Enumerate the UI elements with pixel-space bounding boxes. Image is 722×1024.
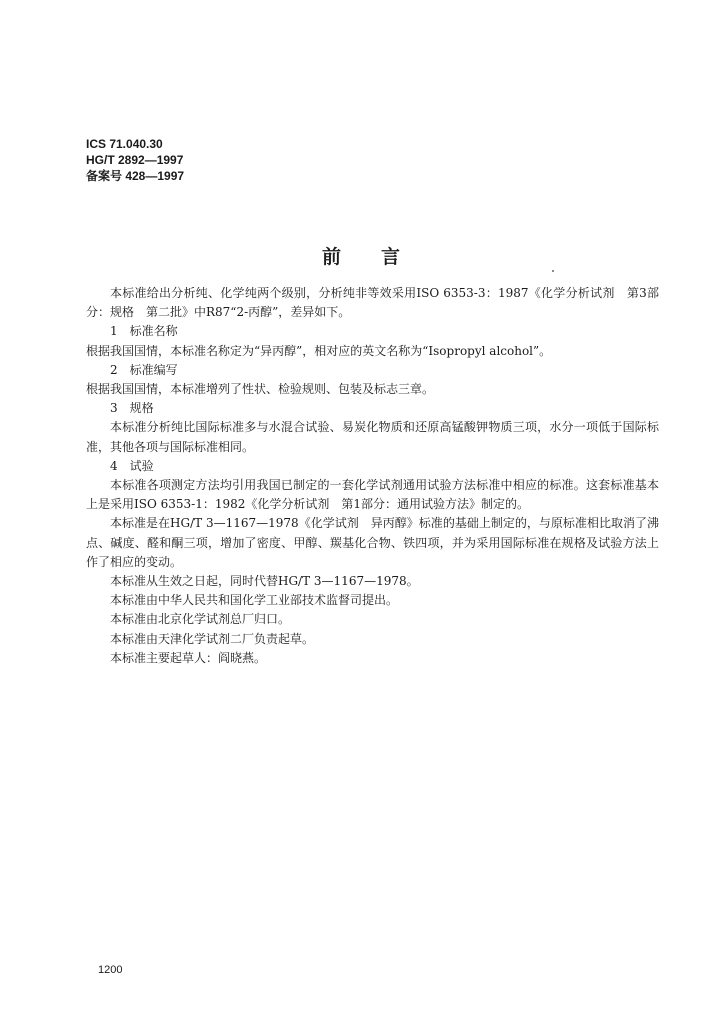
section-heading: 2 标准编写 [110,362,178,377]
paragraph: 本标准由北京化学试剂总厂归口。 [110,612,291,627]
standard-number: HG/T 2892—1997 [86,153,184,167]
paragraph: 本标准是在HG/T 3—1167—1978《化学试剂 异丙醇》标准的基础上制定的，与原标准相比取消了沸点、碱度、醛和酮三项，增加了密度、甲醇、羰基化合物、铁四项，并为采用国际标准在规格及试验方法上作了相应的变动。 [86,516,659,569]
paragraph: 本标准主要起草人：阎晓燕。 [110,650,267,665]
page-number: 1200 [98,964,123,976]
paragraph: 根据我国国情，本标准名称定为“异丙醇”，相对应的英文名称为“Isopropyl alcohol”。 [86,343,552,358]
section-heading: 3 规格 [110,401,154,416]
paragraph: 本标准各项测定方法均引用我国已制定的一套化学试剂通用试验方法标准中相应的标准。这套标准基本上是采用ISO 6353-1：1982《化学分析试剂 第1部分：通用试验方法》制定的。 [86,478,659,512]
scan-speck [552,270,554,272]
section-heading: 1 标准名称 [110,324,178,339]
paragraph: 本标准从生效之日起，同时代替HG/T 3—1167—1978。 [110,574,419,589]
paragraph: 本标准分析纯比国际标准多与水混合试验、易炭化物质和还原高锰酸钾物质三项，水分一项低于国际标准，其他各项与国际标准相同。 [86,420,659,454]
paragraph: 本标准由中华人民共和国化学工业部技术监督司提出。 [110,593,399,608]
foreword-body [86,284,659,668]
paragraph: 根据我国国情，本标准增列了性状、检验规则、包装及标志三章。 [86,382,435,397]
document-header [86,136,184,184]
paragraph: 本标准由天津化学试剂二厂负责起草。 [110,631,315,646]
record-number: 备案号 428—1997 [86,169,185,183]
paragraph: 本标准给出分析纯、化学纯两个级别，分析纯非等效采用ISO 6353-3：1987《化学分析试剂 第3部分：规格 第二批》中R87“2-丙醇”，差异如下。 [86,286,659,320]
foreword-title: 前言 [321,246,440,268]
section-heading: 4 试验 [110,458,154,473]
ics-code: ICS 71.040.30 [86,137,163,151]
